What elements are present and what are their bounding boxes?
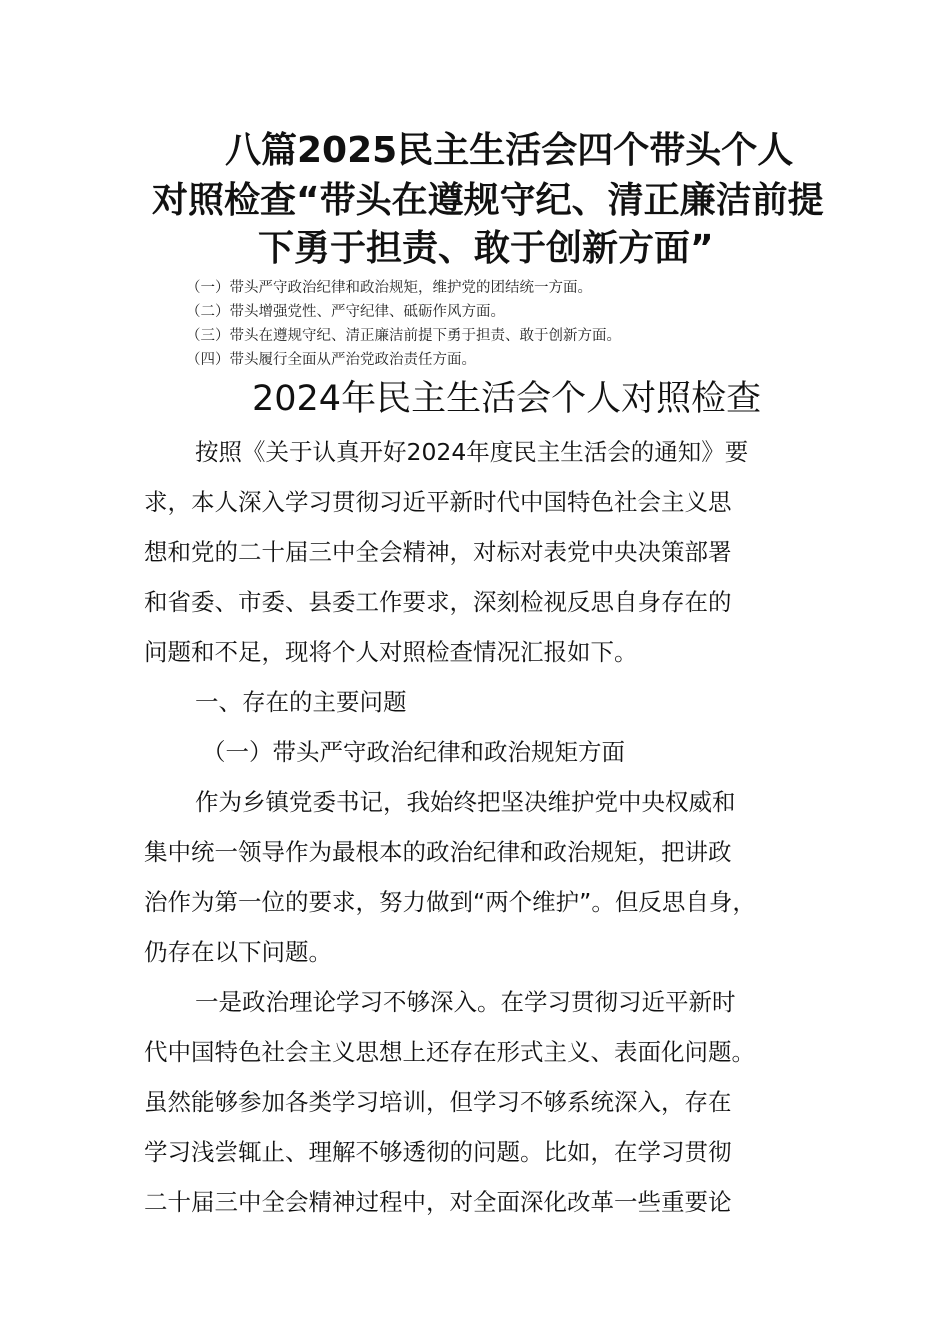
toc-item: （三）带头在遵规守纪、清正廉洁前提下勇于担责、敢于创新方面。 [186, 328, 621, 344]
document-title-line-3: 下勇于担责、敢于创新方面” [258, 228, 714, 269]
body-line: 代中国特色社会主义思想上还存在形式主义、表面化问题。 [144, 1038, 755, 1066]
document-subtitle: 2024年民主生活会个人对照检查 [252, 379, 762, 419]
body-line: 求，本人深入学习贯彻习近平新时代中国特色社会主义思 [144, 488, 732, 516]
document-body [144, 427, 834, 1227]
body-line: 治作为第一位的要求，努力做到“两个维护”。但反思自身， [144, 888, 756, 916]
body-line: 仍存在以下问题。 [144, 938, 332, 966]
body-line: 虽然能够参加各类学习培训，但学习不够系统深入，存在 [144, 1088, 732, 1116]
body-line: 想和党的二十届三中全会精神，对标对表党中央决策部署 [144, 538, 732, 566]
section-heading: 一、存在的主要问题 [195, 688, 407, 716]
body-line: 二十届三中全会精神过程中，对全面深化改革一些重要论 [144, 1188, 732, 1216]
toc-item: （二）带头增强党性、严守纪律、砥砺作风方面。 [186, 304, 505, 320]
document-title-line-2: 对照检查“带头在遵规守纪、清正廉洁前提 [152, 180, 824, 221]
toc-item: （一）带头严守政治纪律和政治规矩，维护党的团结统一方面。 [186, 280, 592, 296]
body-line: 学习浅尝辄止、理解不够透彻的问题。比如，在学习贯彻 [144, 1138, 732, 1166]
body-line: 按照《关于认真开好2024年度民主生活会的通知》要 [195, 438, 749, 466]
document-title-line-1: 八篇2025民主生活会四个带头个人 [225, 130, 794, 171]
body-line: 作为乡镇党委书记，我始终把坚决维护党中央权威和 [195, 788, 736, 816]
body-line: 问题和不足，现将个人对照检查情况汇报如下。 [144, 638, 638, 666]
body-line: 集中统一领导作为最根本的政治纪律和政治规矩，把讲政 [144, 838, 732, 866]
body-line: 和省委、市委、县委工作要求，深刻检视反思自身存在的 [144, 588, 732, 616]
toc-item: （四）带头履行全面从严治党政治责任方面。 [186, 352, 476, 368]
table-of-contents [186, 276, 621, 372]
body-line: 一是政治理论学习不够深入。在学习贯彻习近平新时 [195, 988, 736, 1016]
subsection-heading: （一）带头严守政治纪律和政治规矩方面 [202, 738, 625, 766]
